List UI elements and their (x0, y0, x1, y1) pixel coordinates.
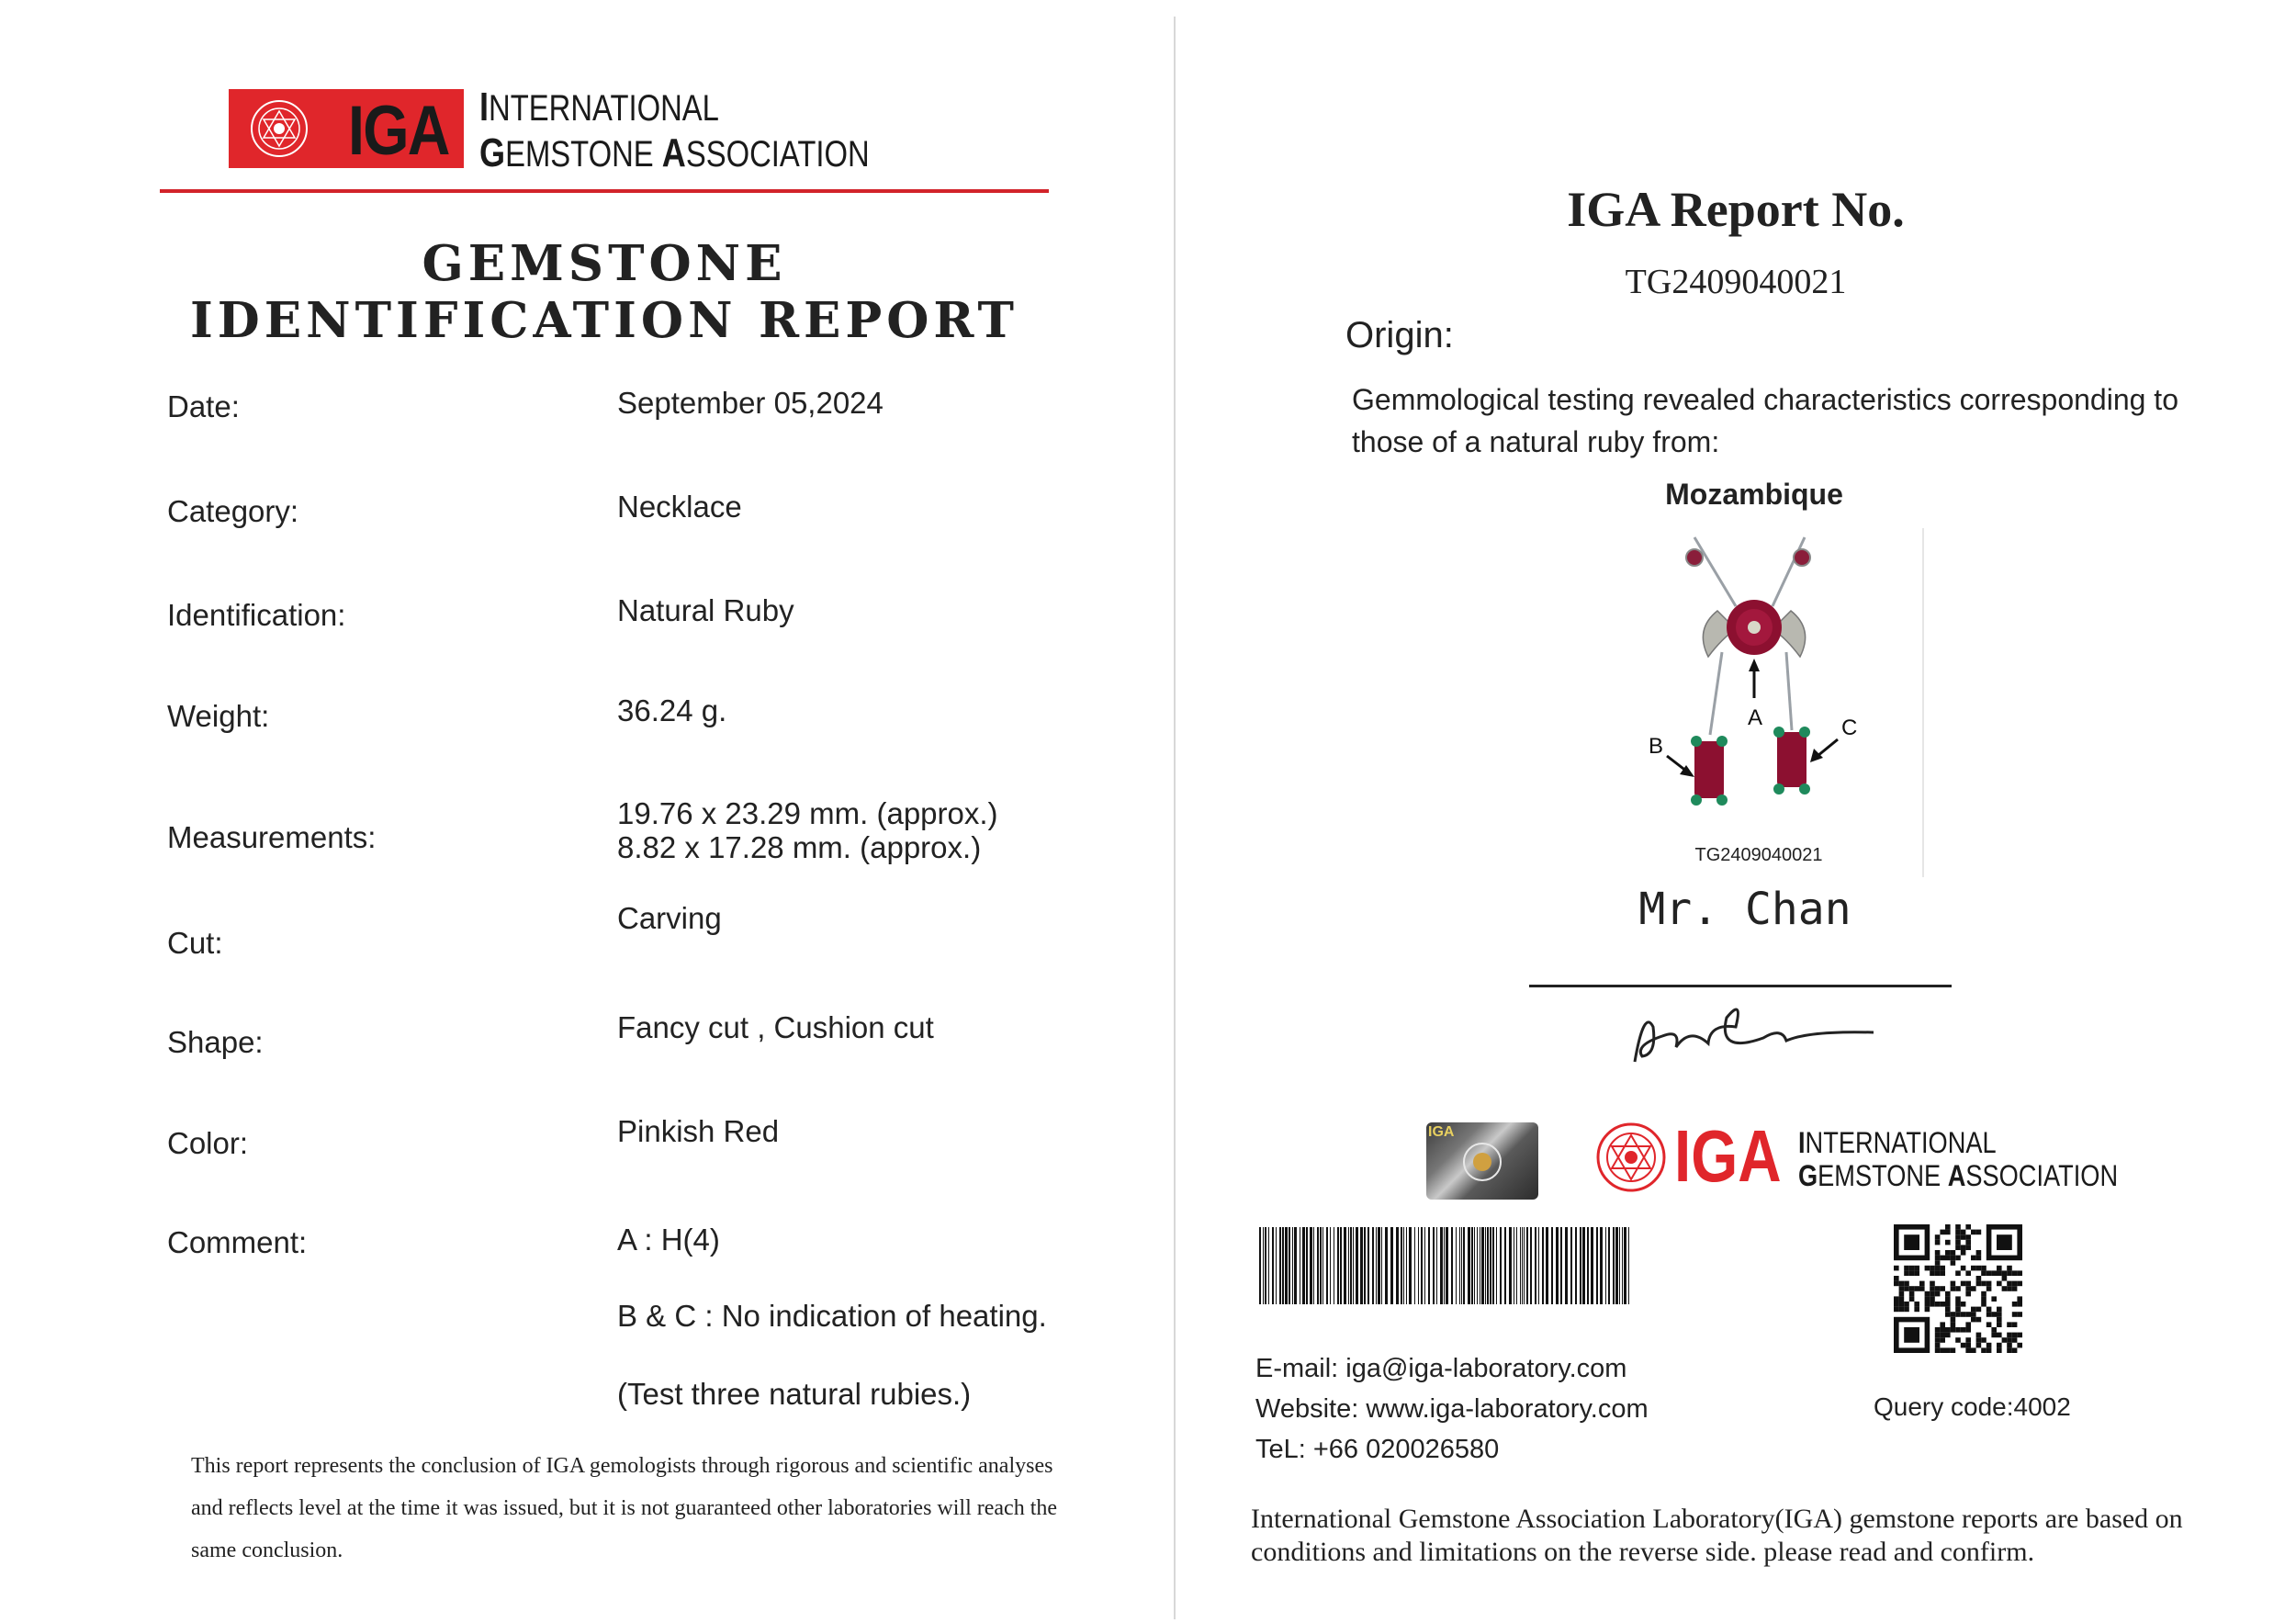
weight-value: 36.24 g. (617, 693, 727, 727)
iga-seal-icon (249, 98, 310, 159)
iga-logo-badge (229, 89, 464, 168)
photo-report-number: TG2409040021 (1694, 845, 1823, 865)
comment-value-3: (Test three natural rubies.) (617, 1377, 972, 1411)
iga-logo-text-red: IGA (1674, 1115, 1782, 1197)
color-value: Pinkish Red (617, 1114, 780, 1148)
category-value: Necklace (617, 490, 742, 524)
shape-value: Fancy cut , Cushion cut (617, 1010, 934, 1044)
date-value: September 05,2024 (617, 386, 884, 420)
label-c: C (1841, 716, 1858, 740)
necklace-photo (1621, 528, 1924, 877)
cut-value: Carving (617, 901, 722, 935)
report-number: TG2409040021 (1625, 263, 1847, 301)
qr-code (1894, 1224, 2022, 1353)
identification-label: Identification: (167, 598, 346, 632)
iga-logo-text: IGA (348, 92, 449, 170)
comment-value-2: B & C : No indication of heating. (617, 1299, 1047, 1333)
measurements-value-1: 19.76 x 23.29 mm. (approx.) (617, 796, 998, 830)
comment-label: Comment: (167, 1225, 308, 1259)
shape-label: Shape: (167, 1025, 264, 1059)
label-a: A (1748, 705, 1763, 730)
hologram-seal-icon (1461, 1141, 1503, 1183)
header-divider (160, 189, 1049, 193)
measurements-value-2: 8.82 x 17.28 mm. (approx.) (617, 830, 982, 864)
contact-website: Website: www.iga-laboratory.com (1255, 1394, 1649, 1424)
barcode (1259, 1227, 1630, 1304)
footer-note: International Gemstone Association Laboratory(IGA) gemstone reports are based on conditions and limitations on the reverse side. please read and confirm. (1251, 1504, 2183, 1567)
client-name: Mr. Chan (1638, 884, 1851, 935)
category-label: Category: (167, 494, 299, 528)
association-name-line2: GEMSTONE ASSOCIATION (479, 130, 870, 175)
identification-value: Natural Ruby (617, 593, 794, 627)
measurements-label: Measurements: (167, 820, 377, 854)
page-divider (1174, 17, 1176, 1619)
contact-email: E-mail: iga@iga-laboratory.com (1255, 1354, 1627, 1383)
comment-value-1: A : H(4) (617, 1223, 720, 1257)
label-b: B (1649, 734, 1664, 759)
report-number-heading: IGA Report No. (1567, 182, 1905, 237)
color-label: Color: (167, 1126, 249, 1160)
weight-label: Weight: (167, 699, 270, 733)
contact-tel: TeL: +66 020026580 (1255, 1435, 1500, 1464)
association-name-footer-line2: GEMSTONE ASSOCIATION (1798, 1159, 2119, 1192)
origin-text: Gemmological testing revealed characteristics corresponding to those of a natural ruby from: (1352, 383, 2178, 458)
signature-line (1529, 985, 1952, 987)
association-name-line1: INTERNATIONAL (479, 85, 719, 130)
origin-country: Mozambique (1665, 478, 1843, 511)
iga-seal-red-icon (1594, 1121, 1668, 1194)
association-name-footer-line1: INTERNATIONAL (1798, 1126, 1997, 1159)
origin-heading: Origin: (1345, 315, 1454, 355)
report-title: GEMSTONE IDENTIFICATION REPORT (190, 235, 1019, 349)
necklace-illustration (1621, 528, 1896, 840)
query-code: Query code:4002 (1874, 1392, 2071, 1421)
hologram-text: IGA (1428, 1124, 1455, 1140)
signature-icon (1626, 990, 1883, 1073)
cut-label: Cut: (167, 926, 223, 960)
date-label: Date: (167, 389, 240, 423)
hologram-sticker (1426, 1122, 1538, 1200)
disclaimer-text: This report represents the conclusion of IGA gemologists through rigorous and scientific analyses and reflects level at the time it was issued, but it is not guaranteed other laboratories will reach the same conclusion. (191, 1454, 1058, 1562)
